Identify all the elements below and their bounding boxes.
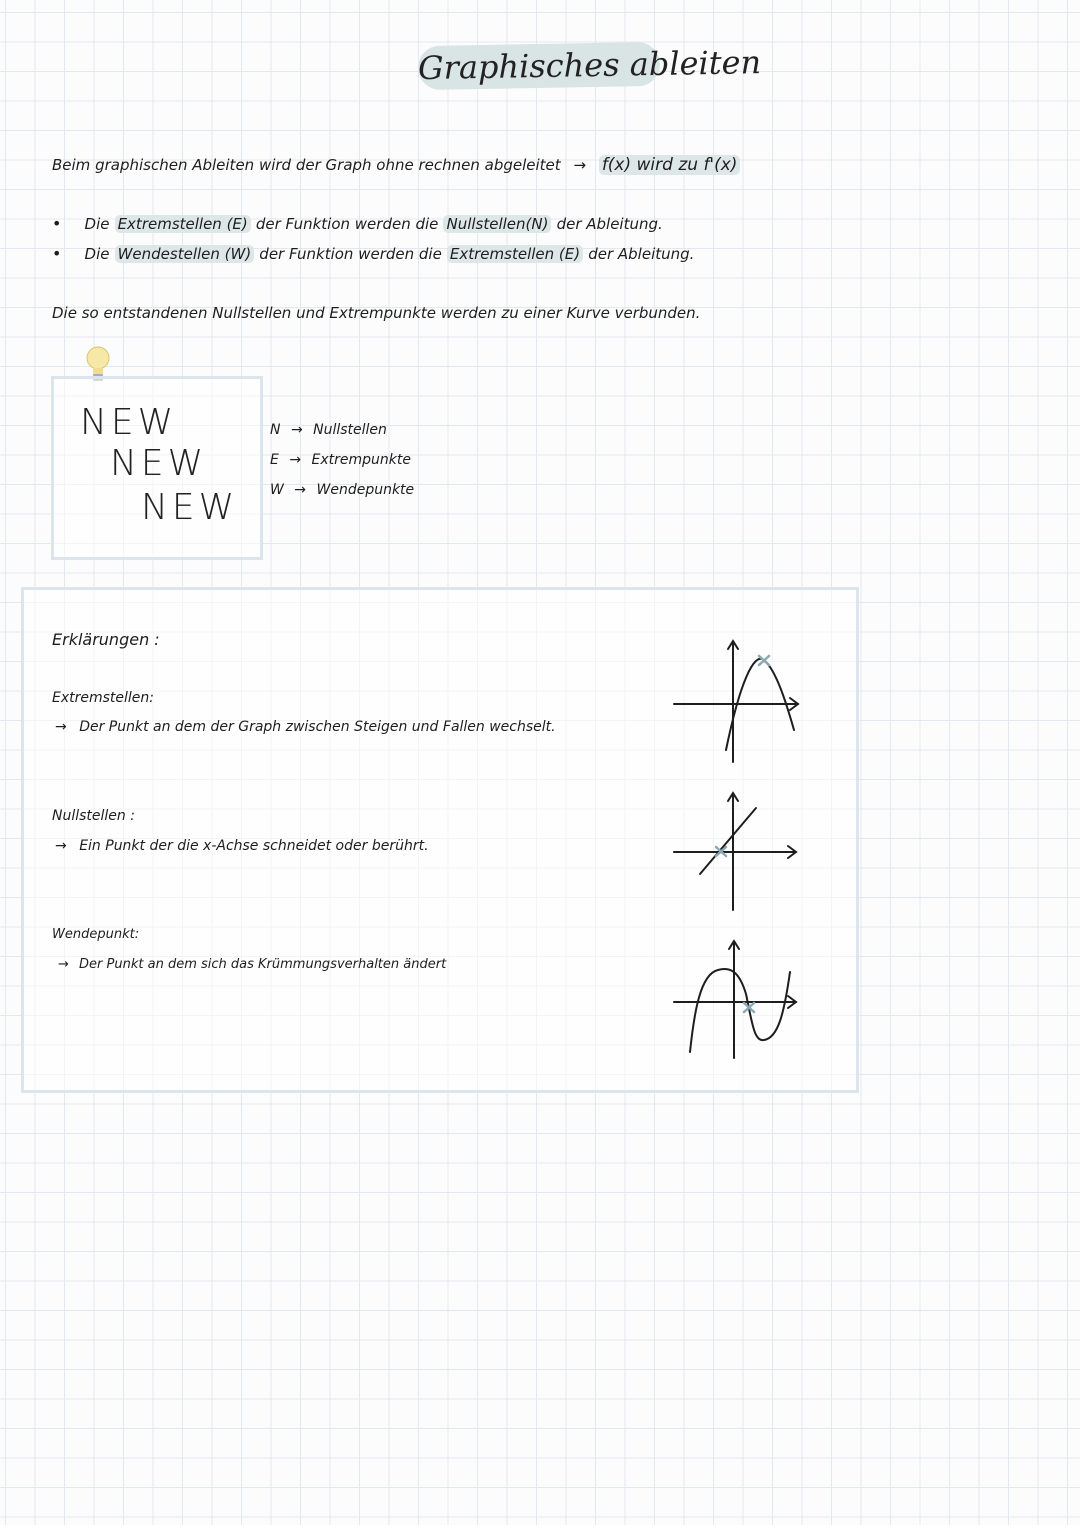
bullet-term: Extremstellen (E) xyxy=(447,245,583,263)
definition-nullstellen: → Ein Punkt der die x-Achse schneidet oder berührt. xyxy=(55,838,429,854)
root-sketch xyxy=(668,786,808,916)
mnemonic-line: NEW xyxy=(80,402,178,443)
term-extremstellen: Extremstellen: xyxy=(52,690,155,706)
term-nullstellen: Nullstellen : xyxy=(52,808,135,824)
arrow-icon: → xyxy=(573,156,587,174)
definition-extremstellen: → Der Punkt an dem der Graph zwischen Steigen und Fallen wechselt. xyxy=(55,719,556,735)
legend-item: N → Nullstellen xyxy=(270,422,387,438)
intro-text: Beim graphischen Ableiten wird der Graph ohne rechnen abgeleitet xyxy=(52,156,561,174)
arrow-icon: → xyxy=(294,482,307,498)
arrow-icon: → xyxy=(58,957,69,972)
arrow-icon: → xyxy=(290,422,303,438)
legend-item: W → Wendepunkte xyxy=(270,482,415,498)
term-wendepunkt: Wendepunkt: xyxy=(52,927,140,942)
curve xyxy=(690,969,790,1052)
arrow-icon: → xyxy=(289,452,302,468)
legend-item: E → Extrempunkte xyxy=(270,452,411,468)
page-title: Graphisches ableiten xyxy=(418,42,661,90)
explanations-heading: Erklärungen : xyxy=(52,630,160,649)
bullet-item: • Die Wendestellen (W) der Funktion werden die Extremstellen (E) der Ableitung. xyxy=(52,244,695,263)
bullet-dot-icon: • xyxy=(52,214,62,233)
bullet-term: Wendestellen (W) xyxy=(115,245,255,263)
inflection-sketch xyxy=(668,934,808,1064)
bullet-item: • Die Extremstellen (E) der Funktion werden die Nullstellen(N) der Ableitung. xyxy=(52,214,663,233)
arrow-icon: → xyxy=(55,838,67,854)
bullet-term: Nullstellen(N) xyxy=(443,215,551,233)
bullet-term: Extremstellen (E) xyxy=(115,215,251,233)
definition-wendepunkt: → Der Punkt an dem sich das Krümmungsverhalten ändert xyxy=(58,957,447,972)
intro-line xyxy=(52,155,740,175)
summary-text: Die so entstandenen Nullstellen und Extrempunkte werden zu einer Kurve verbunden. xyxy=(52,304,701,322)
bullet-dot-icon: • xyxy=(52,244,62,263)
intro-formula: f(x) wird zu f'(x) xyxy=(599,155,741,175)
mnemonic-line: NEW xyxy=(141,487,239,528)
mnemonic-line: NEW xyxy=(110,443,208,484)
extremum-marker-icon xyxy=(759,656,769,665)
extremum-sketch xyxy=(668,632,808,768)
arrow-icon: → xyxy=(55,719,67,735)
linear-graph xyxy=(700,808,756,874)
